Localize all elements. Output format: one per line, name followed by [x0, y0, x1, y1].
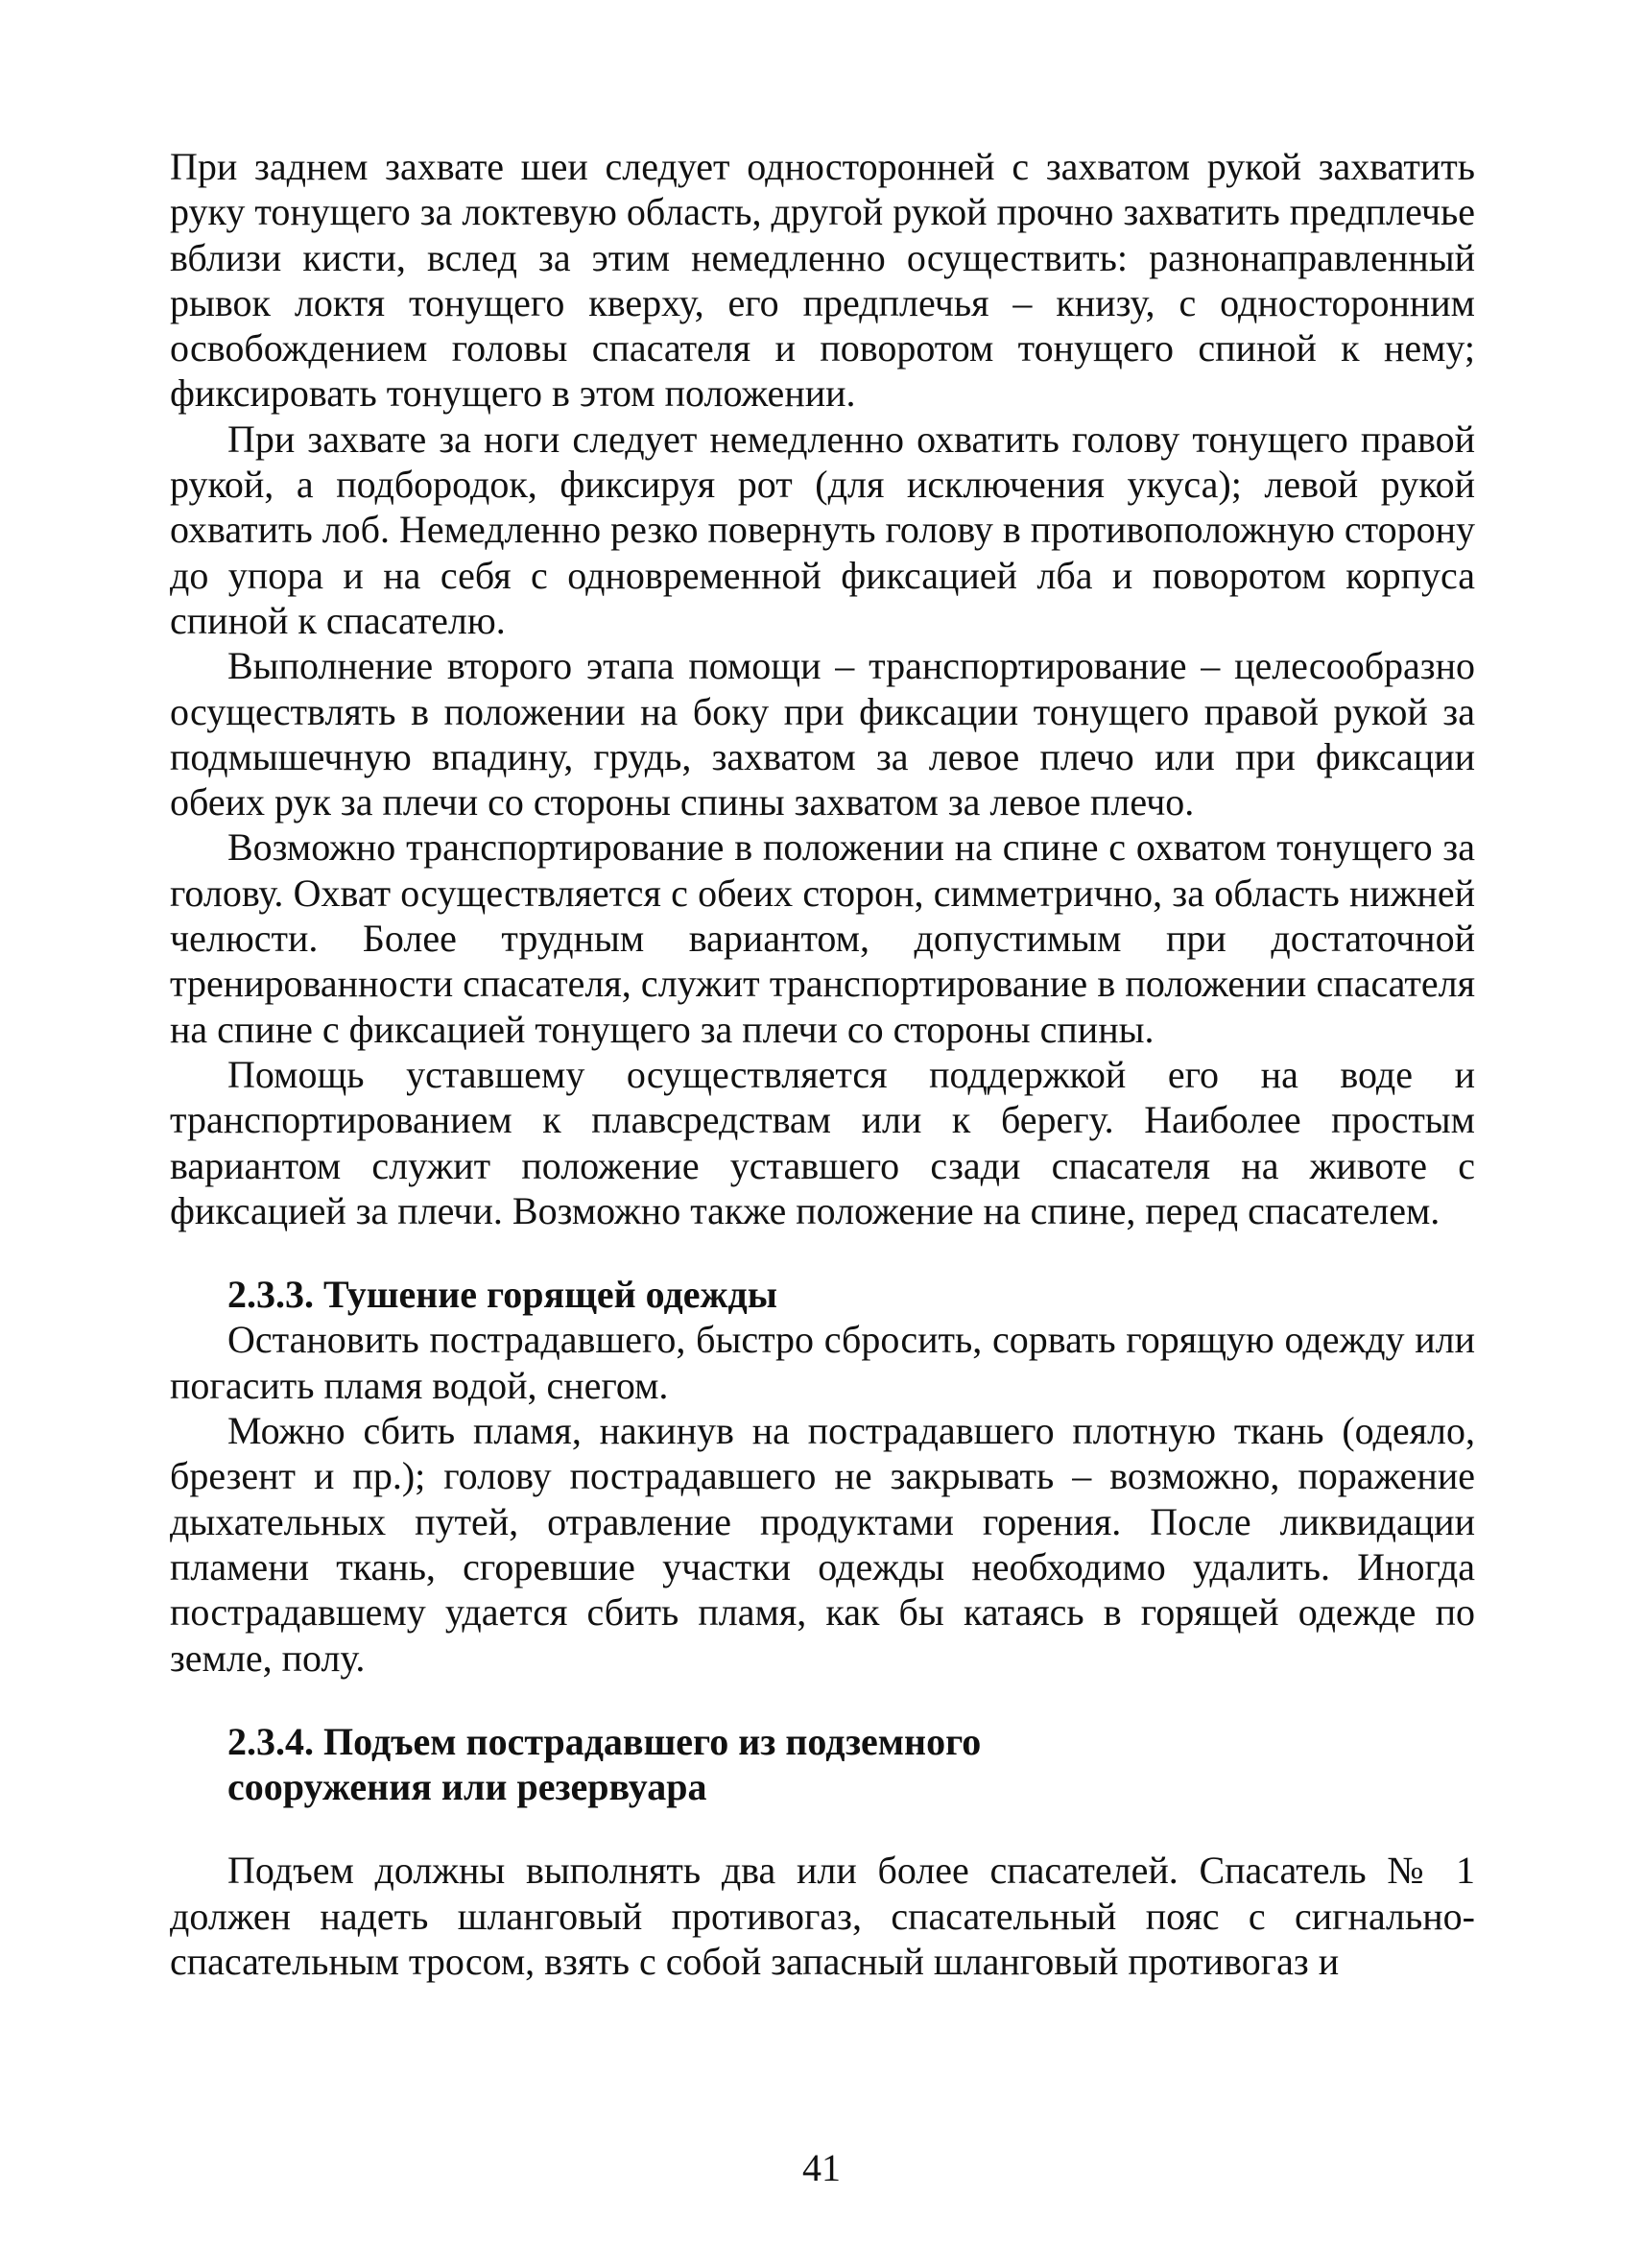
paragraph-rescuers-lift: Подъем должны выполнять два или более спасателей. Спасатель № 1 должен надеть шланговый противогаз, спасательный пояс с сигнально-спасательным тросом, взять с собой запасный шланговый противогаз и: [170, 1849, 1475, 1983]
spacer: [170, 1233, 1475, 1272]
section-heading-burning-clothes: 2.3.3. Тушение горящей одежды: [227, 1273, 777, 1317]
section-heading-line-1: 2.3.4. Подъем пострадавшего из подземного: [227, 1719, 982, 1763]
paragraph-transport-side: Выполнение второго этапа помощи – транспортирование – целесообразно осуществлять в положении на боку при фиксации тонущего правой рукой за подмышечную впадину, грудь, захватом за левое плечо или при фиксации обеих рук за плечи со стороны спины захватом за левое плечо.: [170, 644, 1475, 824]
section-heading-underground-lift: [170, 1719, 1475, 1810]
paragraph-smother-flame: Можно сбить пламя, накинув на пострадавшего плотную ткань (одеяло, брезент и пр.); голову пострадавшего не закрывать – возможно, поражение дыхательных путей, отравление продуктами горения. После ликвидации пламени ткань, сгоревшие участки одежды необходимо удалить. Иногда пострадавшему удается сбить пламя, как бы катаясь в горящей одежде по земле, полу.: [170, 1409, 1475, 1680]
paragraph-neck-grip-release: При заднем захвате шеи следует односторонней с захватом рукой захватить руку тонущего за локтевую область, другой рукой прочно захватить предплечье вблизи кисти, вслед за этим немедленно осуществить: разнонаправленный рывок локтя тонущего кверху, его предплечья – книзу, с односторонним освобождением головы спасателя и поворотом тонущего спиной к нему; фиксировать тонущего в этом положении.: [170, 145, 1475, 416]
page-number: 41: [802, 2146, 841, 2189]
spacer: [170, 1809, 1475, 1848]
paragraph-tired-swimmer-help: Помощь уставшему осуществляется поддержкой его на воде и транспортированием к плавсредствам или к берегу. Наиболее простым вариантом служит положение уставшего сзади спасателя на животе с фиксацией за плечи. Возможно также положение на спине, перед спасателем.: [170, 1052, 1475, 1232]
paragraph-leg-grip-release: При захвате за ноги следует немедленно охватить голову тонущего правой рукой, а подбородок, фиксируя рот (для исключения укуса); левой рукой охватить лоб. Немедленно резко повернуть голову в противоположную сторону до упора и на себя с одновременной фиксацией лба и поворотом корпуса спиной к спасателю.: [170, 417, 1475, 642]
body-text: [170, 144, 1475, 1984]
paragraph-stop-victim: Остановить пострадавшего, быстро сбросить, сорвать горящую одежду или погасить пламя водой, снегом.: [170, 1318, 1475, 1407]
section-heading-line-2: сооружения или резервуара: [227, 1765, 707, 1809]
spacer: [170, 1681, 1475, 1719]
paragraph-transport-back: Возможно транспортирование в положении на спине с охватом тонущего за голову. Охват осуществляется с обеих сторон, симметрично, за область нижней челюсти. Более трудным вариантом, допустимым при достаточной тренированности спасателя, служит транспортирование в положении спасателя на спине с фиксацией тонущего за плечи со стороны спины.: [170, 825, 1475, 1051]
